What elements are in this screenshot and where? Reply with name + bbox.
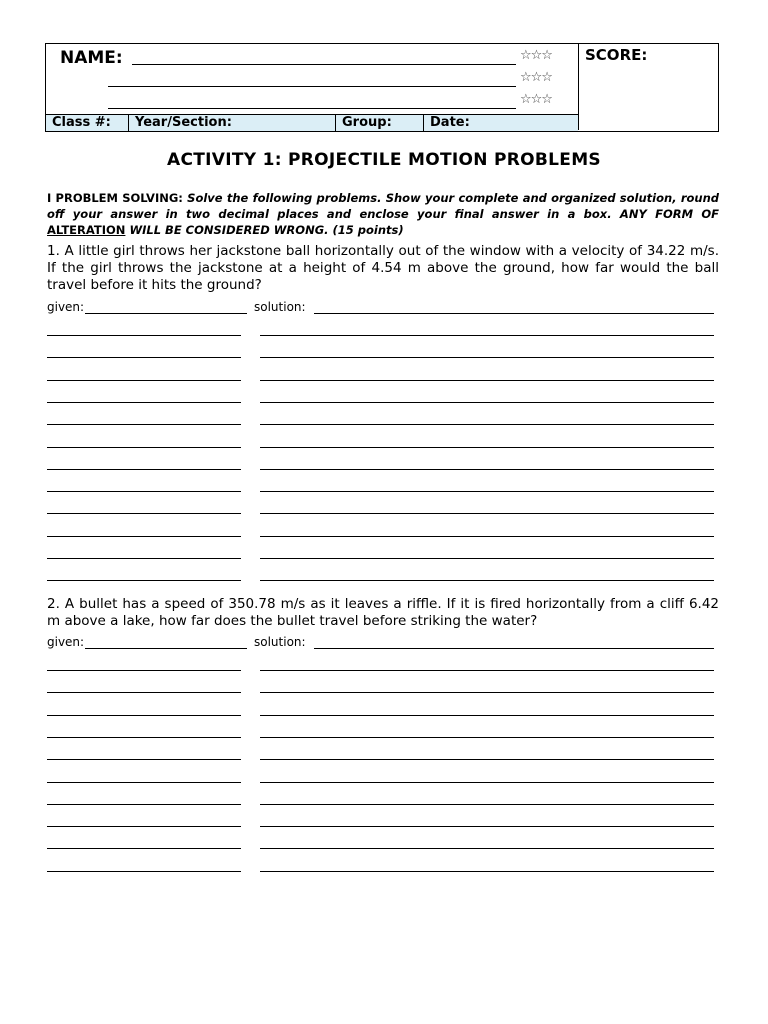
star-rating-icon: ☆☆☆ — [520, 92, 552, 107]
solution-answer-line[interactable] — [260, 357, 714, 358]
solution-answer-line[interactable] — [260, 558, 714, 559]
given-answer-line[interactable] — [47, 558, 241, 559]
given-answer-line[interactable] — [47, 536, 241, 537]
given-label: given: — [47, 300, 85, 314]
solution-answer-line[interactable] — [260, 826, 714, 827]
class-number-label: Class #: — [52, 115, 111, 130]
instructions — [47, 190, 719, 238]
given-answer-line[interactable] — [47, 402, 241, 403]
name-field-2[interactable] — [108, 86, 516, 87]
question-1: 1. A little girl throws her jackstone ball horizontally out of the window with a velocity of 34.22 m/s. If the girl throws the jackstone at a height of 4.54 m above the ground, how far would the ball travel before it hits the ground? — [47, 243, 719, 293]
solution-answer-line[interactable] — [260, 335, 714, 336]
star-rating-icon: ☆☆☆ — [520, 48, 552, 63]
instructions-body: Solve the following problems. Show your complete and organized solution, round off your answer in two decimal places and enclose your final answer in a box. ANY FORM OF — [47, 191, 719, 221]
given-answer-line[interactable] — [47, 447, 241, 448]
given-answer-line[interactable] — [47, 357, 241, 358]
solution-answer-line[interactable] — [260, 871, 714, 872]
given-field[interactable] — [85, 313, 247, 314]
solution-answer-line[interactable] — [260, 424, 714, 425]
solution-answer-line[interactable] — [260, 737, 714, 738]
given-answer-line[interactable] — [47, 804, 241, 805]
solution-answer-line[interactable] — [260, 580, 714, 581]
score-label: SCORE: — [585, 46, 648, 64]
solution-field[interactable] — [314, 648, 714, 649]
solution-answer-line[interactable] — [260, 759, 714, 760]
solution-answer-line[interactable] — [260, 670, 714, 671]
given-field[interactable] — [85, 648, 247, 649]
score-cell[interactable] — [578, 44, 719, 130]
instructions-lead: I PROBLEM SOLVING: — [47, 191, 183, 205]
name-field-3[interactable] — [108, 108, 516, 109]
solution-label: solution: — [254, 300, 306, 314]
given-answer-line[interactable] — [47, 580, 241, 581]
year-section-field[interactable] — [129, 115, 336, 131]
given-answer-line[interactable] — [47, 871, 241, 872]
given-answer-line[interactable] — [47, 424, 241, 425]
given-answer-line[interactable] — [47, 715, 241, 716]
solution-answer-line[interactable] — [260, 513, 714, 514]
date-field[interactable] — [424, 115, 578, 131]
given-answer-line[interactable] — [47, 380, 241, 381]
question-2: 2. A bullet has a speed of 350.78 m/s as it leaves a riffle. If it is fired horizontally from a cliff 6.42 m above a lake, how far does the bullet travel before striking the water? — [47, 596, 719, 629]
given-answer-line[interactable] — [47, 335, 241, 336]
solution-answer-line[interactable] — [260, 469, 714, 470]
solution-label: solution: — [254, 635, 306, 649]
solution-answer-line[interactable] — [260, 848, 714, 849]
info-row — [46, 114, 578, 131]
student-info-header — [45, 43, 719, 132]
given-solution-row-2 — [47, 635, 715, 651]
group-field[interactable] — [336, 115, 424, 131]
instructions-tail: WILL BE CONSIDERED WRONG. (15 points) — [129, 223, 404, 237]
name-area — [46, 44, 578, 114]
solution-answer-line[interactable] — [260, 536, 714, 537]
given-answer-line[interactable] — [47, 513, 241, 514]
year-section-label: Year/Section: — [135, 115, 232, 130]
class-number-field[interactable] — [46, 115, 129, 131]
instructions-underlined: ALTERATION — [47, 223, 126, 237]
solution-answer-line[interactable] — [260, 447, 714, 448]
given-answer-line[interactable] — [47, 759, 241, 760]
group-label: Group: — [342, 115, 392, 130]
given-answer-line[interactable] — [47, 491, 241, 492]
given-solution-row-1 — [47, 300, 715, 316]
solution-answer-line[interactable] — [260, 491, 714, 492]
solution-field[interactable] — [314, 313, 714, 314]
name-label: NAME: — [60, 48, 123, 68]
given-answer-line[interactable] — [47, 737, 241, 738]
given-label: given: — [47, 635, 85, 649]
solution-answer-line[interactable] — [260, 402, 714, 403]
given-answer-line[interactable] — [47, 826, 241, 827]
given-answer-line[interactable] — [47, 469, 241, 470]
solution-answer-line[interactable] — [260, 715, 714, 716]
date-label: Date: — [430, 115, 470, 130]
solution-answer-line[interactable] — [260, 804, 714, 805]
given-answer-line[interactable] — [47, 848, 241, 849]
page-title: ACTIVITY 1: PROJECTILE MOTION PROBLEMS — [167, 150, 601, 170]
name-field-1[interactable] — [132, 64, 516, 65]
given-answer-line[interactable] — [47, 692, 241, 693]
given-answer-line[interactable] — [47, 670, 241, 671]
given-answer-line[interactable] — [47, 782, 241, 783]
solution-answer-line[interactable] — [260, 692, 714, 693]
solution-answer-line[interactable] — [260, 782, 714, 783]
star-rating-icon: ☆☆☆ — [520, 70, 552, 85]
solution-answer-line[interactable] — [260, 380, 714, 381]
